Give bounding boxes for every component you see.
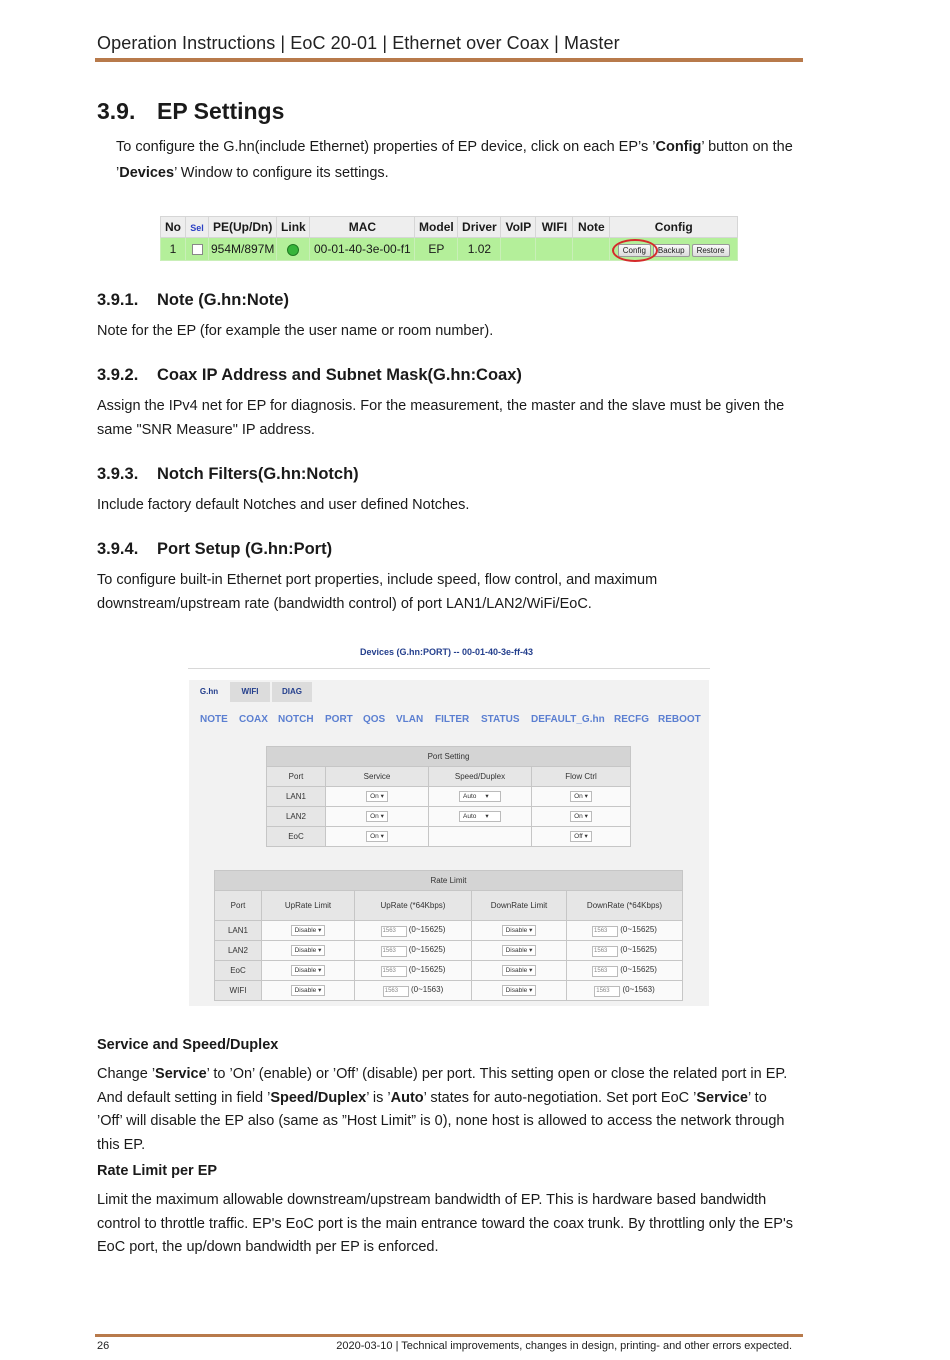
col-note: Note — [573, 217, 610, 238]
uprate-range: (0~15625) — [408, 944, 446, 954]
header-rule — [95, 58, 803, 62]
rate-limit-heading: Rate Limit per EP — [97, 1163, 218, 1179]
intro-bold-devices: Devices — [119, 165, 175, 181]
nav-port[interactable]: PORT — [325, 714, 353, 725]
device-pe: 954M/897M — [209, 238, 277, 261]
col-driver: Driver — [458, 217, 501, 238]
downlimit-select[interactable]: Disable ▾ — [502, 925, 537, 936]
col-wifi: WIFI — [536, 217, 573, 238]
col-model: Model — [415, 217, 458, 238]
col-link: Link — [277, 217, 310, 238]
col-mac: MAC — [310, 217, 415, 238]
ps-col-flow: Flow Ctrl — [532, 767, 631, 787]
downlimit-select[interactable]: Disable ▾ — [502, 965, 537, 976]
subsection-number: 3.9.4. — [97, 540, 139, 558]
col-voip: VoIP — [501, 217, 536, 238]
rl-uplimit-cell — [262, 961, 355, 981]
nav-default-ghn[interactable]: DEFAULT_G.hn — [531, 714, 605, 725]
rl-downrate-cell — [567, 941, 683, 961]
rl-col-uplimit: UpRate Limit — [262, 891, 355, 921]
tab-ghn[interactable]: G.hn — [189, 682, 229, 702]
downrate-input[interactable]: 1563 — [592, 966, 618, 977]
uprate-range: (0~1563) — [410, 984, 444, 994]
rl-uprate-cell — [355, 921, 472, 941]
nav-filter[interactable]: FILTER — [435, 714, 470, 725]
rl-col-port: Port — [215, 891, 262, 921]
nav-qos[interactable]: QOS — [363, 714, 386, 725]
downlimit-select[interactable]: Disable ▾ — [502, 985, 537, 996]
device-no: 1 — [161, 238, 186, 261]
device-model: EP — [415, 238, 458, 261]
device-select[interactable] — [186, 238, 209, 261]
document-header: Operation Instructions | EoC 20-01 | Ethernet over Coax | Master — [97, 33, 620, 53]
uplimit-select[interactable]: Disable ▾ — [291, 965, 326, 976]
ps-col-port: Port — [267, 767, 326, 787]
subsection-heading — [97, 366, 522, 385]
config-button[interactable]: Config — [618, 244, 651, 257]
device-wifi — [536, 238, 573, 261]
subsection-text: Note for the EP (for example the user name or room number). — [97, 323, 494, 339]
col-pe: PE(Up/Dn) — [209, 217, 277, 238]
page-number: 26 — [97, 1340, 110, 1352]
subsection-number: 3.9.2. — [97, 366, 139, 384]
col-no: No — [161, 217, 186, 238]
device-note — [573, 238, 610, 261]
subsection-heading — [97, 291, 289, 310]
service-speed-text: Change ’Service’ to ’On’ (enable) or ’Off’ (disable) per port. This setting open or close the related port in EP. And default setting in field ’Speed/Duplex’ is ’Auto’ states for auto-negotiation. Set port EoC ’Service’ to ’Off’ will disable the EP also (same as ”Host Limit” is 0), none host is allowed to access the network through this EP. — [97, 1066, 788, 1153]
footer-rule — [95, 1334, 803, 1337]
ps-port: EoC — [267, 827, 326, 847]
rl-uplimit-cell — [262, 921, 355, 941]
section-number: 3.9. — [97, 98, 136, 124]
ps-flow-cell — [532, 807, 631, 827]
col-sel: Sel — [186, 217, 209, 238]
uprate-input[interactable]: 1563 — [381, 926, 407, 937]
nav-reboot[interactable]: REBOOT — [658, 714, 701, 725]
downlimit-select[interactable]: Disable ▾ — [502, 945, 537, 956]
device-mac: 00-01-40-3e-00-f1 — [310, 238, 415, 261]
ps-col-service: Service — [326, 767, 429, 787]
nav-notch[interactable]: NOTCH — [278, 714, 314, 725]
table-row — [267, 787, 631, 807]
rl-port: WIFI — [215, 981, 262, 1001]
footer-note: 2020-03-10 | Technical improvements, changes in design, printing- and other errors expected. — [336, 1340, 792, 1352]
port-setting-title: Port Setting — [267, 747, 631, 767]
rl-uprate-cell — [355, 981, 472, 1001]
subsection-title: Coax IP Address and Subnet Mask(G.hn:Coax) — [157, 366, 522, 384]
table-row — [215, 981, 683, 1001]
uprate-input[interactable]: 1563 — [381, 946, 407, 957]
subsection-title: Note (G.hn:Note) — [157, 291, 289, 309]
table-row — [267, 827, 631, 847]
device-voip — [501, 238, 536, 261]
ps-port: LAN2 — [267, 807, 326, 827]
col-config: Config — [610, 217, 738, 238]
ps-flow-cell — [532, 827, 631, 847]
nav-recfg[interactable]: RECFG — [614, 714, 649, 725]
rl-downrate-cell — [567, 961, 683, 981]
rl-downlimit-cell — [472, 941, 567, 961]
intro-bold-config: Config — [655, 139, 702, 155]
devices-table — [160, 216, 738, 261]
highlight-circle — [612, 239, 658, 262]
devices-table-header — [161, 217, 738, 238]
backup-button[interactable]: Backup — [653, 244, 690, 257]
rl-col-downlimit: DownRate Limit — [472, 891, 567, 921]
section-heading — [97, 98, 284, 125]
uprate-input[interactable]: 1563 — [381, 966, 407, 977]
restore-button[interactable]: Restore — [692, 244, 730, 257]
rl-downlimit-cell — [472, 921, 567, 941]
nav-note[interactable]: NOTE — [200, 714, 228, 725]
rl-port: LAN2 — [215, 941, 262, 961]
ps-service-cell — [326, 787, 429, 807]
rl-port: LAN1 — [215, 921, 262, 941]
rate-limit-title: Rate Limit — [215, 871, 683, 891]
ps-speed-cell — [429, 827, 532, 847]
subsection-heading — [97, 465, 359, 484]
device-link — [277, 238, 310, 261]
uplimit-select[interactable]: Disable ▾ — [291, 925, 326, 936]
flow-select[interactable]: On ▾ — [570, 791, 592, 802]
subsection-number: 3.9.3. — [97, 465, 139, 483]
select-checkbox[interactable] — [192, 244, 203, 255]
rl-col-downrate: DownRate (*64Kbps) — [567, 891, 683, 921]
port-screen-title: Devices (G.hn:PORT) -- 00-01-40-3e-ff-43 — [360, 647, 534, 657]
rl-port: EoC — [215, 961, 262, 981]
link-status-icon — [287, 244, 299, 256]
rate-limit-table — [214, 870, 683, 1001]
table-row — [215, 941, 683, 961]
uprate-range: (0~15625) — [408, 964, 446, 974]
ps-service-cell — [326, 807, 429, 827]
rl-downlimit-cell — [472, 961, 567, 981]
subsection-text: To configure built-in Ethernet port properties, include speed, flow control, and maximum downstream/upstream rate (bandwidth control) of port LAN1/LAN2/WiFi/EoC. — [97, 572, 658, 612]
device-row — [161, 238, 738, 261]
rl-col-uprate: UpRate (*64Kbps) — [355, 891, 472, 921]
nav-coax[interactable]: COAX — [239, 714, 268, 725]
uprate-input[interactable]: 1563 — [383, 986, 409, 997]
ps-speed-cell — [429, 787, 532, 807]
subsection-heading — [97, 540, 332, 559]
service-select[interactable]: On ▾ — [366, 811, 388, 822]
service-select[interactable]: On ▾ — [366, 831, 388, 842]
downrate-range: (0~15625) — [620, 924, 657, 934]
rl-downrate-cell — [567, 921, 683, 941]
ps-port: LAN1 — [267, 787, 326, 807]
subsection-title: Port Setup (G.hn:Port) — [157, 540, 333, 558]
ps-service-cell — [326, 827, 429, 847]
service-speed-heading: Service and Speed/Duplex — [97, 1037, 279, 1053]
downrate-input[interactable]: 1563 — [592, 926, 618, 937]
downrate-range: (0~15625) — [620, 944, 657, 954]
intro-text: To configure the G.hn(include Ethernet) properties of EP device, click on each EP’s ’ — [116, 139, 656, 155]
tab-wifi[interactable]: WIFI — [230, 682, 270, 702]
downrate-input[interactable]: 1563 — [594, 986, 620, 997]
ps-speed-cell — [429, 807, 532, 827]
port-screen-rule — [188, 668, 710, 669]
rl-downrate-cell — [567, 981, 683, 1001]
downrate-range: (0~1563) — [622, 984, 655, 994]
port-setting-table — [266, 746, 631, 847]
service-select[interactable]: On ▾ — [366, 791, 388, 802]
rate-limit-text: Limit the maximum allowable downstream/upstream bandwidth of EP. This is hardware based bandwidth control to throttle traffic. EP's EoC port is the main entrance toward the coax trunk. By throttling only the EP's EoC port, the up/down bandwidth per EP is enforced. — [97, 1192, 793, 1255]
nav-vlan[interactable]: VLAN — [396, 714, 424, 725]
tab-diag[interactable]: DIAG — [272, 682, 312, 702]
downrate-input[interactable]: 1563 — [592, 946, 618, 957]
intro-text: ’ Window to configure its settings. — [174, 165, 389, 181]
subsection-text: Assign the IPv4 net for EP for diagnosis. For the measurement, the master and the slave must be given the same "SNR Measure" IP address. — [97, 398, 785, 438]
subsection-number: 3.9.1. — [97, 291, 139, 309]
ps-col-speed: Speed/Duplex — [429, 767, 532, 787]
device-config — [610, 238, 738, 261]
table-row — [215, 961, 683, 981]
rl-uplimit-cell — [262, 941, 355, 961]
uprate-range: (0~15625) — [408, 924, 446, 934]
section-title: EP Settings — [157, 98, 285, 124]
speed-select[interactable]: Auto ▾ — [459, 791, 501, 802]
ps-flow-cell — [532, 787, 631, 807]
table-row — [215, 921, 683, 941]
flow-select[interactable]: Off ▾ — [570, 831, 592, 842]
subsection-text: Include factory default Notches and user defined Notches. — [97, 497, 470, 513]
subsection-title: Notch Filters(G.hn:Notch) — [157, 465, 359, 483]
table-row — [267, 807, 631, 827]
downrate-range: (0~15625) — [620, 964, 657, 974]
flow-select[interactable]: On ▾ — [570, 811, 592, 822]
uplimit-select[interactable]: Disable ▾ — [291, 985, 326, 996]
rl-uplimit-cell — [262, 981, 355, 1001]
rl-uprate-cell — [355, 961, 472, 981]
intro-text: ’ button on the ’ — [116, 139, 793, 181]
speed-select[interactable]: Auto ▾ — [459, 811, 501, 822]
nav-status[interactable]: STATUS — [481, 714, 520, 725]
rl-downlimit-cell — [472, 981, 567, 1001]
uplimit-select[interactable]: Disable ▾ — [291, 945, 326, 956]
rl-uprate-cell — [355, 941, 472, 961]
section-intro — [116, 134, 796, 186]
device-driver: 1.02 — [458, 238, 501, 261]
